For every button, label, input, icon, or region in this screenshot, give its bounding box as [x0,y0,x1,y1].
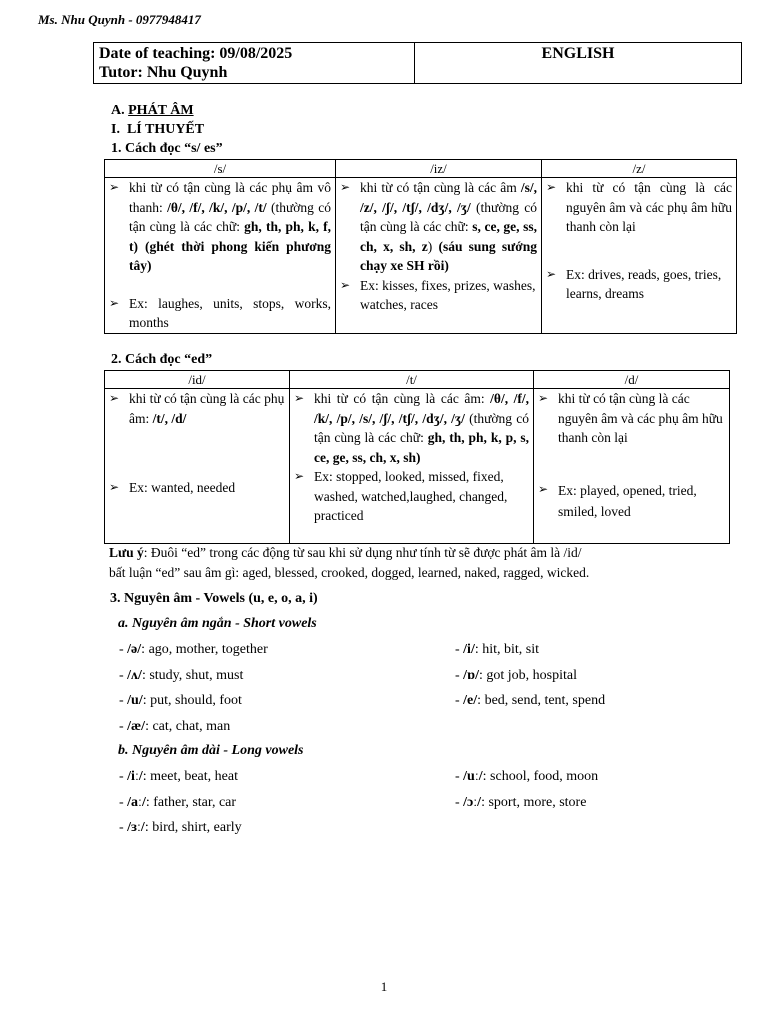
vowel-symbol: /ʌ/ [127,667,142,683]
arrow-bullet-icon: ➢ [109,295,120,310]
section-a-heading [111,102,194,120]
note-label: Lưu ý [109,545,144,560]
arrow-bullet-icon: ➢ [294,391,305,405]
vowel-symbol: /iː/ [127,769,143,784]
arrow-bullet-icon: ➢ [538,481,549,496]
t-cell [290,389,534,544]
vowel-item: - /e/: bed, send, tent, spend [455,693,606,708]
list-item [340,178,537,276]
long-vowels-heading: b. Nguyên âm dài - Long vowels [118,743,304,758]
short-vowels-heading: a. Nguyên âm ngắn - Short vowels [118,616,317,631]
list-item [294,467,529,526]
vowel-examples: bird, shirt, early [152,820,242,835]
t-rule: khi từ có tận cùng là các âm: /θ/, /f/, /k/, /p/, /s/, /ʃ/, /tʃ/, /dʒ/, /ʒ/ (thường có tận cùng là các chữ: gh, th, ph, k, p, s, ce, ge, ss, ch, x, sh) [314,391,530,465]
id-example: Ex: wanted, needed [129,480,236,495]
header-table [93,42,742,84]
iz-rule: khi từ có tận cùng là các âm /s/, /z/, /ʃ/, /tʃ/, /dʒ/, /ʒ/ (thường có tận cùng là các chữ: s, ce, ge, ss, ch, x, sh, z) (sáu sung sướng chạy xe SH rồi) [360,180,537,273]
vowel-item: - /ə/: ago, mother, together [119,642,268,657]
column-header-iz: /iz/ [336,160,542,178]
note-line-1: Lưu ý: Đuôi “ed” trong các động từ sau khi sử dụng như tính từ sẽ được phát âm là /id/ [109,545,582,560]
arrow-bullet-icon: ➢ [340,277,351,292]
list-item [538,389,725,448]
d-cell [534,389,730,544]
z-cell [542,178,737,334]
z-rule: khi từ có tận cùng là các nguyên âm và các phụ âm hữu thanh còn lại [566,180,732,234]
arrow-bullet-icon: ➢ [294,469,305,483]
vowel-examples: bed, send, tent, spend [484,693,606,708]
note-line-2: bất luận “ed” sau âm gì: aged, blessed, crooked, dogged, learned, naked, ragged, wicked. [109,564,590,580]
subject-cell: ENGLISH [415,43,742,84]
vowel-examples: meet, beat, heat [150,769,238,784]
d-example: Ex: played, opened, tried, smiled, loved [558,482,697,519]
vowel-symbol: /i/ [463,642,475,657]
column-header-t: /t/ [290,371,534,389]
list-item [294,389,529,467]
vowel-item: - /iː/: meet, beat, heat [119,769,238,784]
vowel-item: - /ɜː/: bird, shirt, early [119,820,242,835]
list-item [538,480,725,522]
arrow-bullet-icon: ➢ [109,180,120,194]
list-item [109,294,331,333]
ed-heading: 2. Cách đọc “ed” [111,352,213,367]
vowel-item: - /ɒ/: got job, hospital [455,667,578,683]
iz-example: Ex: kisses, fixes, prizes, washes, watches, races [360,277,536,312]
ed-table [104,370,730,544]
vowel-symbol: /ə/ [127,642,142,657]
section-i-prefix: I. [111,122,120,137]
s-rule: khi từ có tận cùng là các phụ âm vô thanh: /θ/, /f/, /k/, /p/, /t/ (thường có tận cùng là các chữ: gh, th, ph, k, f, t) (ghét thời phong kiến phương tây) [129,180,331,273]
list-item [340,276,537,315]
column-header-s: /s/ [105,160,336,178]
vowel-symbol: /u/ [127,693,143,708]
vowel-item: - /ɔː/: sport, more, store [455,794,587,810]
arrow-bullet-icon: ➢ [109,480,120,494]
vowel-symbol: /e/ [463,693,478,708]
section-i-heading [111,121,204,139]
iz-cell [336,178,542,334]
vowel-item: - /u/: put, should, foot [119,693,242,708]
s-cell [105,178,336,334]
arrow-bullet-icon: ➢ [546,266,557,281]
list-item [109,478,285,498]
vowel-symbol: /uː/ [463,769,483,784]
arrow-bullet-icon: ➢ [538,391,549,405]
s-es-table [104,159,737,334]
section-i-title: LÍ THUYẾT [126,122,205,137]
vowel-symbol: /ɔː/ [463,794,482,810]
vowel-examples: hit, bit, sit [482,642,540,657]
vowel-symbol: /æ/ [127,718,146,734]
vowel-item: - /uː/: school, food, moon [455,769,599,784]
vowel-examples: cat, chat, man [152,718,231,734]
s-example: Ex: laughes, units, stops, works, months [129,295,331,330]
list-item [109,389,285,428]
id-cell [105,389,290,544]
list-item [109,178,331,276]
header-left-cell [94,43,415,84]
vowel-examples: put, should, foot [150,693,242,708]
date-of-teaching: Date of teaching: 09/08/2025 [99,45,293,62]
vowel-examples: sport, more, store [488,794,587,810]
vowel-item: - /aː/: father, star, car [119,794,237,810]
vowel-item: - /æ/: cat, chat, man [119,718,231,734]
t-example: Ex: stopped, looked, missed, fixed, washed, watched,laughed, changed, practiced [314,469,508,523]
vowel-examples: school, food, moon [490,769,599,784]
column-header-d: /d/ [534,371,730,389]
vowels-heading: 3. Nguyên âm - Vowels (u, e, o, a, i) [110,591,318,606]
vowel-examples: got job, hospital [486,667,578,683]
vowel-symbol: /ɒ/ [463,667,479,683]
arrow-bullet-icon: ➢ [109,391,120,405]
tutor-name: Tutor: Nhu Quynh [99,64,228,81]
list-item [546,265,732,304]
column-header-id: /id/ [105,371,290,389]
section-a-prefix: A. [111,103,125,118]
d-rule: khi từ có tận cùng là các nguyên âm và các phụ âm hữu thanh còn lại [558,391,723,445]
arrow-bullet-icon: ➢ [340,180,351,194]
vowel-symbol: /ɜː/ [127,820,145,835]
vowel-symbol: /aː/ [127,794,146,810]
z-example: Ex: drives, reads, goes, tries, learns, dreams [566,266,722,301]
ed-note [109,543,709,582]
column-header-z: /z/ [542,160,737,178]
s-es-heading: 1. Cách đọc “s/ es” [111,141,223,156]
vowel-examples: ago, mother, together [148,642,268,657]
vowel-examples: study, shut, must [149,667,244,683]
author-line: Ms. Nhu Quynh - 0977948417 [38,12,201,27]
arrow-bullet-icon: ➢ [546,180,557,194]
list-item [546,178,732,237]
vowel-item: - /i/: hit, bit, sit [455,642,540,657]
id-rule: khi từ có tận cùng là các phụ âm: /t/, /d/ [129,391,285,426]
section-a-title: PHÁT ÂM [128,103,194,118]
vowel-examples: father, star, car [153,794,237,810]
page-number: 1 [380,979,388,994]
vowel-item: - /ʌ/: study, shut, must [119,667,244,683]
